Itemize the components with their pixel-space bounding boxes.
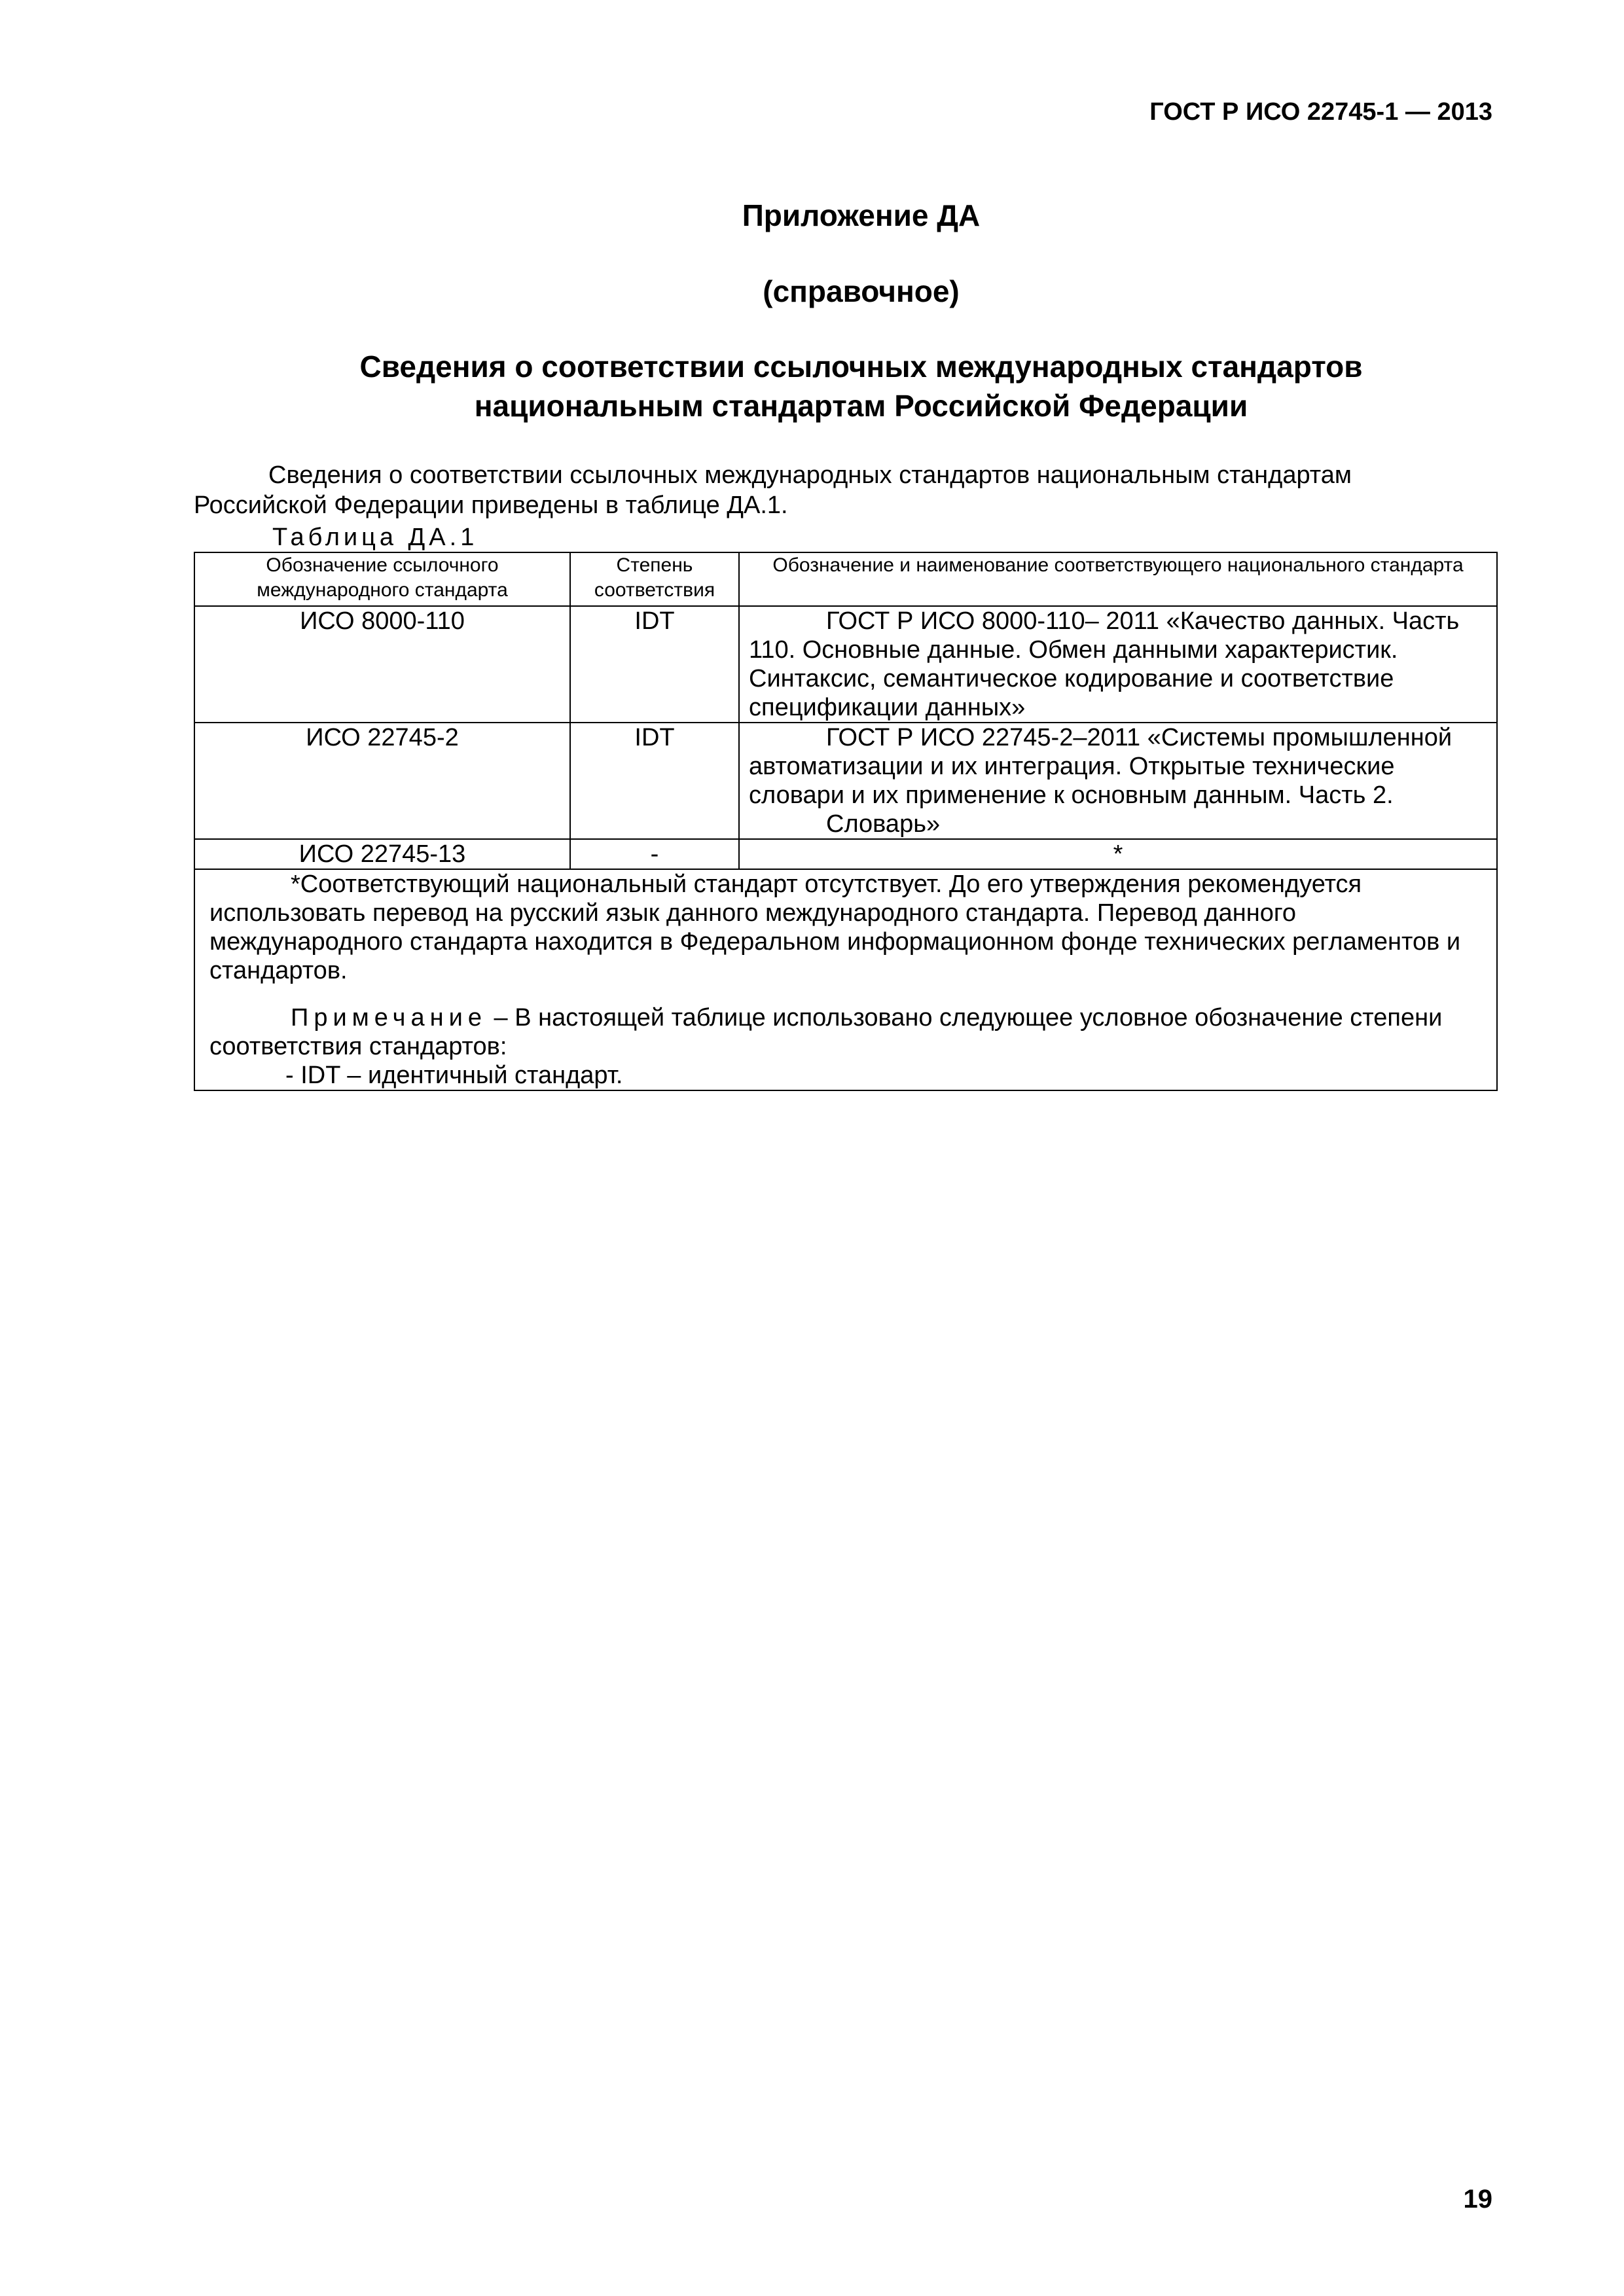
intro-paragraph: Сведения о соответствии ссылочных международных стандартов национальным стандартам Российской Федерации приведены в таблице ДА.1. — [194, 461, 1352, 519]
note-label: Примечание — [291, 1004, 487, 1031]
national-standard-first-line: ГОСТ Р ИСО 8000-110– 2011 «Качество данных. Часть — [826, 607, 1460, 635]
header-national-standard: Обозначение и наименование соответствующего национального стандарта — [739, 552, 1497, 606]
table-row — [194, 606, 1497, 723]
table-footnote-row — [194, 869, 1497, 1090]
table-header-row — [194, 552, 1497, 606]
note-text: – В настоящей таблице использовано следующее условное обозначение степени соответствия стандартов: — [209, 1004, 1443, 1060]
appendix-heading-line-1: Сведения о соответствии ссылочных международных стандартов — [359, 350, 1363, 384]
national-standard-first-line: ГОСТ Р ИСО 22745-2–2011 «Системы промышленной — [826, 724, 1453, 751]
page-number: 19 — [1463, 2185, 1492, 2214]
degree-value: - — [570, 839, 739, 869]
header-degree: Степень соответствия — [570, 552, 739, 606]
national-standard-tail: Словарь» — [826, 810, 941, 838]
degree-value: IDT — [570, 606, 739, 723]
document-code: ГОСТ Р ИСО 22745-1 — 2013 — [1149, 98, 1492, 126]
header-international-standard: Обозначение ссылочного международного стандарта — [194, 552, 570, 606]
table-row — [194, 723, 1497, 839]
degree-value: IDT — [570, 723, 739, 839]
appendix-heading-line-2: национальным стандартам Российской Федерации — [474, 389, 1248, 423]
national-standard-cell — [739, 723, 1497, 839]
national-standard-rest: 110. Основные данные. Обмен данными характеристик. Синтаксис, семантическое кодирование и соответствие спецификации данных» — [749, 636, 1398, 721]
note-paragraph — [209, 1003, 1485, 1061]
standards-table — [194, 552, 1498, 1091]
national-standard-rest: автоматизации и их интеграция. Открытые технические словари и их применение к основным данным. Часть 2. — [749, 753, 1395, 809]
footnote-text: *Соответствующий национальный стандарт отсутствует. До его утверждения рекомендуется использовать перевод на русский язык данного международного стандарта. Перевод данного международного стандарта находится в Федеральном информационном фонде технических регламентов и стандартов. — [209, 870, 1461, 984]
appendix-title: Приложение ДА — [742, 198, 981, 232]
table-caption: Таблица ДА.1 — [272, 524, 478, 551]
national-standard-cell — [739, 606, 1497, 723]
international-code: ИСО 22745-2 — [194, 723, 570, 839]
table-footnote-cell — [194, 869, 1497, 1090]
appendix-kind: (справочное) — [763, 274, 960, 308]
international-code: ИСО 8000-110 — [194, 606, 570, 723]
international-code: ИСО 22745-13 — [194, 839, 570, 869]
table-row — [194, 839, 1497, 869]
national-standard-cell: * — [739, 839, 1497, 869]
note-item: - IDT – идентичный стандарт. — [285, 1062, 623, 1089]
